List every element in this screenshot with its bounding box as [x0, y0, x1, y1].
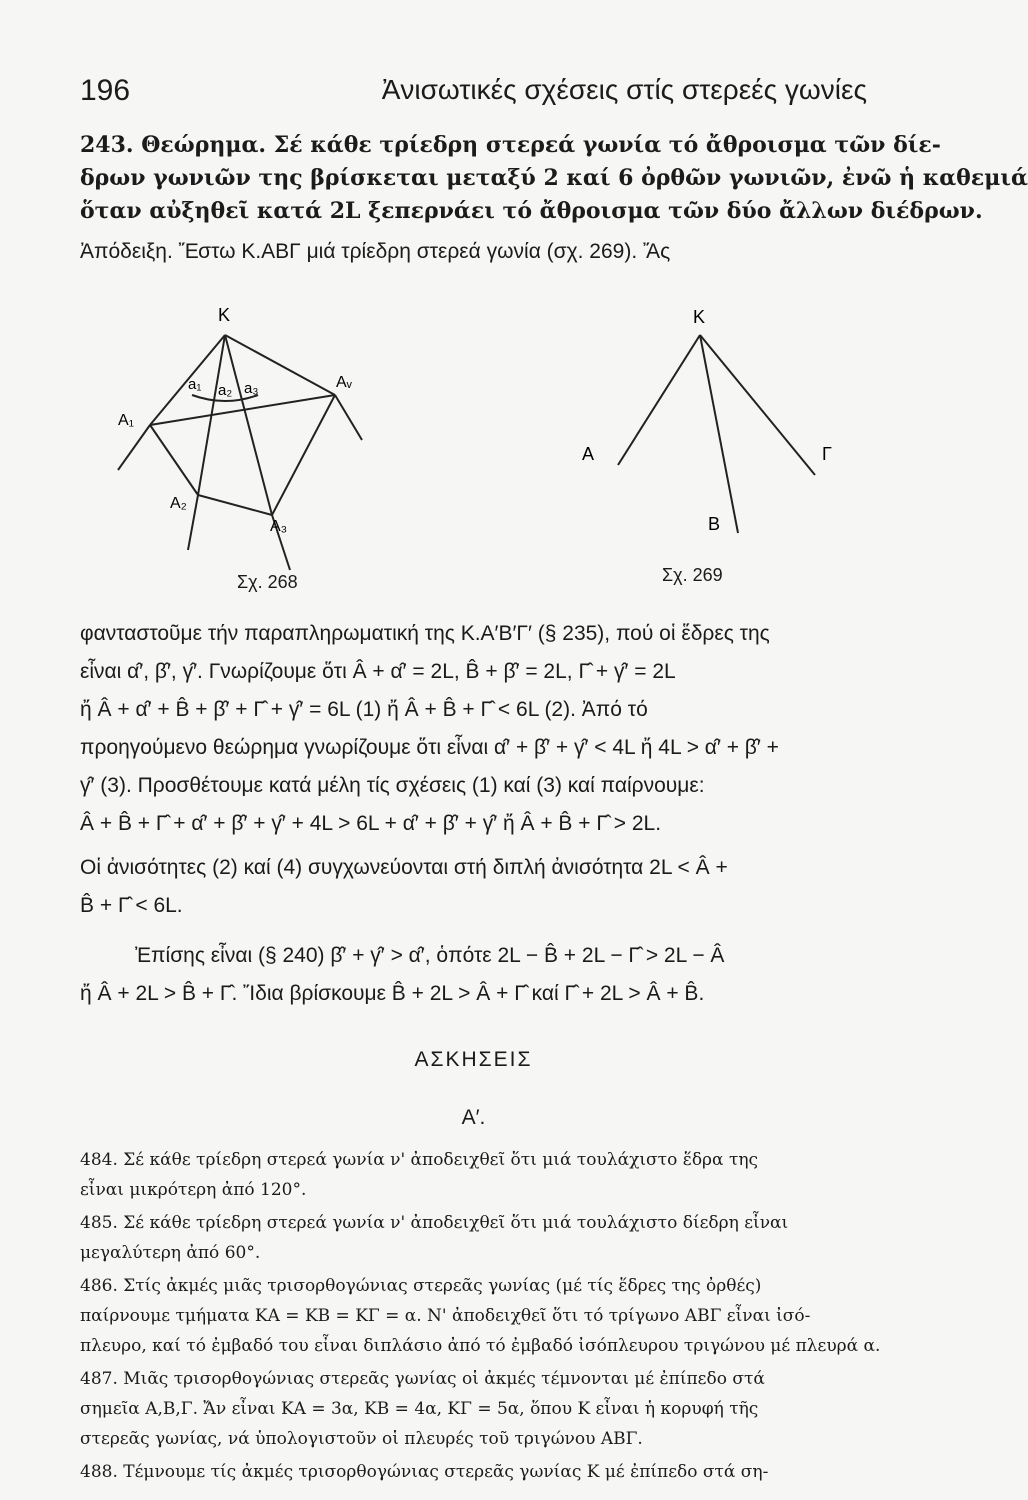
figure-label: a₁ [188, 376, 202, 393]
exercise-line: σημεῖα Α,Β,Γ. Ἄν εἶναι ΚΑ = 3α, ΚΒ = 4α, ΚΓ = 5α, ὅπου Κ εἶναι ἡ κορυφή τῆς [80, 1399, 759, 1419]
figure-268 [100, 295, 400, 595]
exercise-line: 488. Τέμνουμε τίς ἀκμές τρισορθογώνιας στερεᾶς γωνίας Κ μέ ἐπίπεδο στά ση- [80, 1462, 769, 1482]
proof-intro: Ἀπόδειξη. Ἔστω Κ.ΑΒΓ μιά τρίεδρη στερεά γωνία (σχ. 269). Ἄς [80, 240, 671, 263]
exercise-line: μεγαλύτερη ἀπό 60°. [80, 1243, 261, 1263]
exercise-line: πλευρο, καί τό ἐμβαδό του εἶναι διπλάσιο ἀπό τό ἐμβαδό ἰσόπλευρου τριγώνου μέ πλευρά α. [80, 1336, 881, 1356]
body-line: Â + B̂ + Γ̂ + α̂′ + β̂′ + γ̂′ + 4L > 6L + α̂′ + β̂′ + γ̂′ ἤ Â + B̂ + Γ̂ > 2L. [80, 812, 662, 835]
theorem-line: δρων γωνιῶν της βρίσκεται μεταξύ 2 καί 6 ὀρθῶν γωνιῶν, ἐνῶ ἡ καθεμιά [80, 165, 1028, 191]
body-line: B̂ + Γ̂ < 6L. [80, 894, 183, 917]
page-number: 196 [80, 74, 131, 107]
figure-label: A [582, 444, 595, 464]
exercise-line: στερεᾶς γωνίας, νά ὑπολογιστοῦν οἱ πλευρές τοῦ τριγώνου ΑΒΓ. [80, 1429, 643, 1449]
exercise-line: παίρνουμε τμήματα ΚΑ = ΚΒ = ΚΓ = α. Ν' ἀποδειχθεῖ ὅτι τό τρίγωνο ΑΒΓ εἶναι ἰσό- [80, 1306, 811, 1326]
figure-label: K [693, 307, 706, 327]
body-line: Οἱ ἀνισότητες (2) καί (4) συγχωνεύονται στή διπλή ἀνισότητα 2L < Â + [80, 856, 728, 879]
figure-269 [560, 295, 860, 595]
figure-label: A₂ [170, 495, 187, 512]
figure-label: K [218, 305, 231, 325]
exercises-subheading: Α′. [461, 1106, 486, 1129]
body-line: γ̂′ (3). Προσθέτουμε κατά μέλη τίς σχέσεις (1) καί (3) καί παίρνουμε: [80, 774, 705, 797]
figure-label: B [708, 514, 721, 534]
figure-label: A₃ [270, 518, 288, 535]
body-line: προηγούμενο θεώρημα γνωρίζουμε ὅτι εἶναι α̂′ + β̂′ + γ̂′ < 4L ἤ 4L > α̂′ + β̂′ + [80, 736, 779, 759]
exercise-line: 485. Σέ κάθε τρίεδρη στερεά γωνία ν' ἀποδειχθεῖ ὅτι μιά τουλάχιστο δίεδρη εἶναι [80, 1213, 789, 1233]
figure-label: Aᵥ [336, 374, 352, 391]
running-title: Ἀνισωτικές σχέσεις στίς στερεές γωνίες [381, 74, 867, 105]
exercise-line: 486. Στίς ἀκμές μιᾶς τρισορθογώνιας στερεᾶς γωνίας (μέ τίς ἕδρες της ὀρθές) [80, 1276, 762, 1296]
exercises-heading: ΑΣΚΗΣΕΙΣ [414, 1048, 533, 1071]
figure-label: A₁ [118, 412, 135, 429]
exercise-line: 484. Σέ κάθε τρίεδρη στερεά γωνία ν' ἀποδειχθεῖ ὅτι μιά τουλάχιστο ἕδρα της [80, 1150, 759, 1170]
figure-label: Γ [822, 444, 832, 464]
figure-label: a₂ [218, 382, 233, 399]
figure-label: a₃ [244, 380, 259, 397]
body-line: εἶναι α̂′, β̂′, γ̂′. Γνωρίζουμε ὅτι Â + α̂′ = 2L, B̂ + β̂′ = 2L, Γ̂ + γ̂′ = 2L [80, 660, 676, 683]
body-line: φανταστοῦμε τήν παραπληρωματική της Κ.Α′Β′Γ′ (§ 235), πού οἱ ἕδρες της [80, 622, 770, 645]
theorem-line: 243. Θεώρημα. Σέ κάθε τρίεδρη στερεά γωνία τό ἄθροισμα τῶν δίε- [80, 132, 941, 158]
body-line: Ἐπίσης εἶναι (§ 240) β̂′ + γ̂′ > α̂′, ὁπότε 2L − B̂ + 2L − Γ̂ > 2L − Â [135, 944, 725, 967]
exercise-line: εἶναι μικρότερη ἀπό 120°. [80, 1180, 307, 1200]
theorem-line: ὅταν αὐξηθεῖ κατά 2L ξεπερνάει τό ἄθροισμα τῶν δύο ἄλλων διέδρων. [80, 198, 983, 224]
figure-caption-268: Σχ. 268 [237, 572, 298, 592]
page-header [80, 70, 867, 120]
exercise-line: 487. Μιᾶς τρισορθογώνιας στερεᾶς γωνίας οἱ ἀκμές τέμνονται μέ ἐπίπεδο στά [80, 1369, 765, 1389]
body-line: ἤ Â + α̂′ + B̂ + β̂′ + Γ̂ + γ̂′ = 6L (1) ἤ Â + B̂ + Γ̂ < 6L (2). Ἀπό τό [80, 698, 648, 721]
body-line: ἤ Â + 2L > B̂ + Γ̂. Ἴδια βρίσκουμε B̂ + 2L > Â + Γ̂ καί Γ̂ + 2L > Â + B̂. [80, 982, 705, 1005]
figure-caption-269: Σχ. 269 [662, 565, 723, 585]
